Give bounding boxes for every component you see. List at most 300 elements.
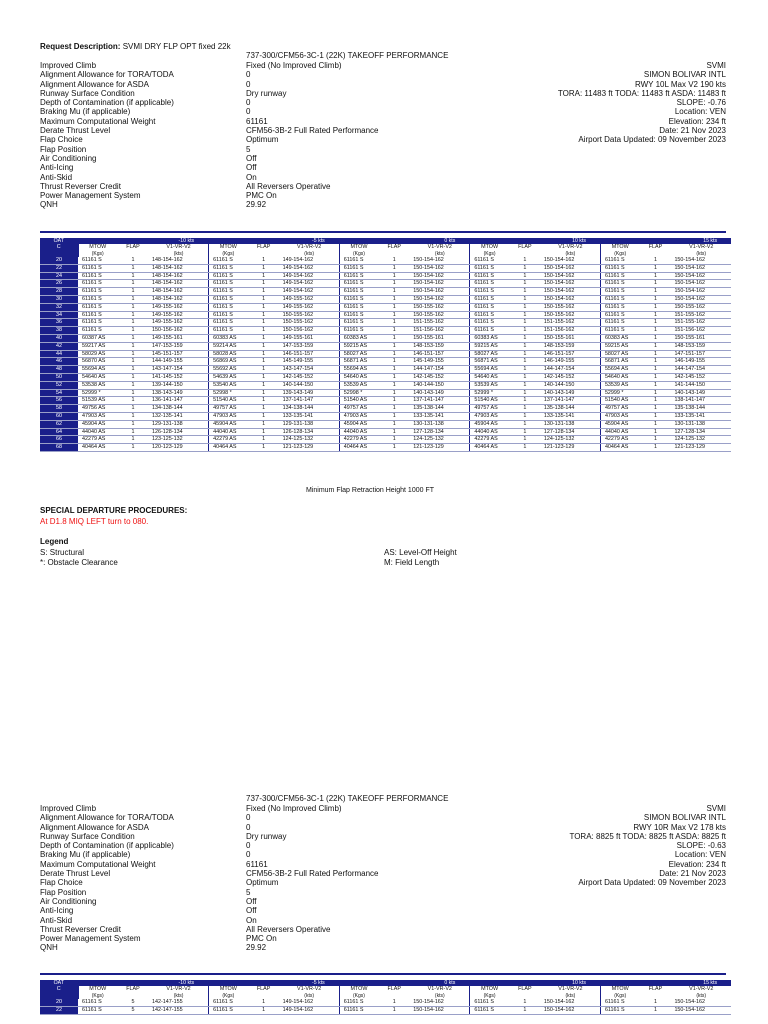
section2-airport-info bbox=[569, 804, 726, 888]
param-row bbox=[40, 897, 379, 906]
mtow-unit-header: (Kgs) bbox=[600, 251, 639, 257]
speeds-cell: 133-135-141 bbox=[671, 412, 731, 420]
mtow-cell: 54639 AS bbox=[209, 373, 248, 381]
param-label: Flap Choice bbox=[40, 878, 83, 888]
speeds-unit-header: (kts) bbox=[696, 993, 707, 999]
mtow-cell: 61161 S bbox=[470, 257, 509, 264]
section2-performance-table bbox=[40, 980, 731, 1015]
mtow-cell: 40464 AS bbox=[470, 444, 509, 452]
mtow-cell: 61161 S bbox=[470, 288, 509, 296]
speeds-cell: 120-123-129 bbox=[149, 444, 209, 452]
speeds-cell: 124-125-132 bbox=[410, 436, 470, 444]
mtow-header: MTOW bbox=[600, 244, 639, 251]
mtow-unit-header: (Kgs) bbox=[91, 251, 104, 257]
speeds-cell: 127-128-134 bbox=[410, 428, 470, 436]
mtow-cell: 49757 AS bbox=[470, 405, 509, 413]
oat-cell: 42 bbox=[40, 342, 78, 350]
speeds-cell: 150-154-162 bbox=[410, 257, 470, 264]
flap-cell: 1 bbox=[639, 373, 671, 381]
speeds-cell: 149-154-162 bbox=[280, 999, 340, 1006]
wind-group-header: -5 kts bbox=[209, 980, 340, 986]
speeds-cell: 151-156-162 bbox=[410, 327, 470, 335]
flap-cell: 1 bbox=[248, 280, 280, 288]
flap-cell: 1 bbox=[639, 257, 671, 264]
mtow-cell: 61161 S bbox=[470, 327, 509, 335]
speeds-cell: 127-128-134 bbox=[671, 428, 731, 436]
speeds-cell: 143-147-154 bbox=[280, 366, 340, 374]
speeds-cell: 135-138-144 bbox=[410, 405, 470, 413]
speeds-cell: 133-135-141 bbox=[280, 412, 340, 420]
speeds-cell: 150-155-161 bbox=[541, 334, 601, 342]
mtow-cell: 61161 S bbox=[600, 272, 639, 280]
mtow-cell: 59217 AS bbox=[78, 342, 117, 350]
flap-cell: 1 bbox=[248, 373, 280, 381]
table-row bbox=[40, 272, 731, 280]
oat-cell: 24 bbox=[40, 272, 78, 280]
param-value: 29.92 bbox=[246, 200, 267, 210]
param-value: 0 bbox=[246, 813, 251, 823]
speeds-header: V1-VR-V2 bbox=[689, 244, 714, 250]
mtow-cell: 61161 S bbox=[600, 999, 639, 1006]
mtow-cell: 42279 AS bbox=[339, 436, 378, 444]
speeds-cell: 150-156-162 bbox=[280, 327, 340, 335]
speeds-cell: 151-156-162 bbox=[671, 327, 731, 335]
speeds-cell: 149-155-162 bbox=[149, 303, 209, 311]
mtow-header: MTOW bbox=[209, 244, 248, 251]
mtow-cell: 60383 AS bbox=[600, 334, 639, 342]
table-row bbox=[40, 319, 731, 327]
mtow-cell: 61161 S bbox=[209, 311, 248, 319]
speeds-cell: 150-154-162 bbox=[541, 264, 601, 272]
param-row bbox=[40, 182, 379, 191]
mtow-cell: 42279 AS bbox=[209, 436, 248, 444]
mtow-header: MTOW bbox=[339, 986, 378, 993]
oat-cell: 30 bbox=[40, 295, 78, 303]
speeds-cell: 150-155-162 bbox=[671, 303, 731, 311]
param-row bbox=[40, 860, 379, 869]
speeds-cell: 149-154-162 bbox=[280, 272, 340, 280]
param-row bbox=[40, 925, 379, 934]
oat-cell: 20 bbox=[40, 257, 78, 264]
mtow-cell: 52999 * bbox=[600, 389, 639, 397]
param-value: 0 bbox=[246, 841, 251, 851]
mtow-cell: 61161 S bbox=[78, 327, 117, 335]
flap-cell: 1 bbox=[639, 1006, 671, 1014]
airport-info-line: SIMON BOLIVAR INTL bbox=[643, 813, 726, 823]
oat-cell: 36 bbox=[40, 319, 78, 327]
table-row bbox=[40, 295, 731, 303]
flap-cell: 1 bbox=[378, 303, 410, 311]
speeds-unit-header: (kts) bbox=[304, 251, 315, 257]
airport-info-line: SVMI bbox=[706, 61, 726, 70]
mtow-cell: 52999 * bbox=[78, 389, 117, 397]
mtow-cell: 60383 AS bbox=[339, 334, 378, 342]
flap-cell: 1 bbox=[117, 373, 149, 381]
mtow-cell: 61161 S bbox=[78, 311, 117, 319]
speeds-cell: 148-154-162 bbox=[149, 272, 209, 280]
mtow-cell: 58027 AS bbox=[339, 350, 378, 358]
speeds-header: V1-VR-V2 bbox=[166, 244, 191, 250]
mtow-cell: 61161 S bbox=[339, 303, 378, 311]
flap-cell: 1 bbox=[639, 280, 671, 288]
flap-cell: 1 bbox=[117, 319, 149, 327]
mtow-cell: 61161 S bbox=[470, 311, 509, 319]
mtow-cell: 61161 S bbox=[78, 272, 117, 280]
flap-cell: 1 bbox=[117, 350, 149, 358]
speeds-cell: 146-151-157 bbox=[541, 350, 601, 358]
mtow-cell: 59215 AS bbox=[339, 342, 378, 350]
flap-cell: 1 bbox=[117, 381, 149, 389]
oat-cell: 20 bbox=[40, 999, 78, 1006]
flap-cell: 1 bbox=[509, 295, 541, 303]
table-row bbox=[40, 257, 731, 264]
mtow-cell: 61161 S bbox=[339, 272, 378, 280]
flap-cell: 1 bbox=[509, 436, 541, 444]
speeds-cell: 150-154-162 bbox=[410, 288, 470, 296]
speeds-header: V1-VR-V2 bbox=[427, 986, 452, 992]
airport-info-line: SLOPE: -0.76 bbox=[676, 98, 726, 108]
oat-unit-header: C bbox=[40, 244, 78, 251]
mtow-cell: 61161 S bbox=[470, 272, 509, 280]
flap-header: FLAP bbox=[387, 244, 401, 250]
oat-header: OAT bbox=[40, 980, 78, 986]
mtow-cell: 53538 AS bbox=[78, 381, 117, 389]
param-row bbox=[40, 823, 379, 832]
mtow-cell: 61161 S bbox=[209, 295, 248, 303]
flap-cell: 1 bbox=[378, 397, 410, 405]
speeds-cell: 148-153-159 bbox=[541, 342, 601, 350]
param-row bbox=[40, 61, 379, 70]
speeds-cell: 145-151-157 bbox=[149, 350, 209, 358]
flap-cell: 1 bbox=[639, 272, 671, 280]
flap-cell: 1 bbox=[117, 405, 149, 413]
flap-cell: 1 bbox=[378, 350, 410, 358]
mtow-cell: 61161 S bbox=[209, 264, 248, 272]
mtow-cell: 61161 S bbox=[339, 280, 378, 288]
flap-cell: 1 bbox=[639, 264, 671, 272]
speeds-cell: 140-143-149 bbox=[410, 389, 470, 397]
speeds-cell: 147-151-157 bbox=[671, 350, 731, 358]
mtow-cell: 47903 AS bbox=[339, 412, 378, 420]
speeds-unit-header: (kts) bbox=[304, 993, 315, 999]
speeds-cell: 150-155-162 bbox=[410, 303, 470, 311]
oat-unit-header: C bbox=[40, 986, 78, 993]
speeds-cell: 140-144-150 bbox=[410, 381, 470, 389]
speeds-cell: 151-155-162 bbox=[541, 319, 601, 327]
flap-cell: 1 bbox=[378, 436, 410, 444]
flap-cell: 1 bbox=[378, 444, 410, 452]
mtow-cell: 44040 AS bbox=[339, 428, 378, 436]
oat-header: OAT bbox=[40, 238, 78, 244]
speeds-cell: 146-151-157 bbox=[280, 350, 340, 358]
mtow-cell: 61161 S bbox=[209, 280, 248, 288]
flap-cell: 1 bbox=[639, 334, 671, 342]
param-label: Depth of Contamination (if applicable) bbox=[40, 98, 174, 108]
flap-cell: 1 bbox=[509, 342, 541, 350]
flap-cell: 1 bbox=[248, 436, 280, 444]
flap-cell: 1 bbox=[639, 303, 671, 311]
param-value: All Reversers Operative bbox=[246, 924, 331, 934]
param-label: Power Management System bbox=[40, 934, 141, 944]
speeds-cell: 140-144-150 bbox=[541, 381, 601, 389]
mtow-cell: 61161 S bbox=[470, 303, 509, 311]
speeds-cell: 145-149-155 bbox=[280, 358, 340, 366]
table-row bbox=[40, 350, 731, 358]
flap-cell: 1 bbox=[378, 295, 410, 303]
param-label: Improved Climb bbox=[40, 61, 97, 70]
flap-cell: 1 bbox=[117, 389, 149, 397]
flap-cell: 1 bbox=[378, 327, 410, 335]
mtow-cell: 61161 S bbox=[470, 280, 509, 288]
param-row bbox=[40, 943, 379, 952]
airport-info-line: Date: 21 Nov 2023 bbox=[659, 126, 726, 136]
flap-cell: 1 bbox=[509, 288, 541, 296]
param-row bbox=[40, 154, 379, 163]
speeds-cell: 150-154-162 bbox=[671, 1006, 731, 1014]
param-value: 61161 bbox=[246, 116, 268, 126]
flap-cell: 1 bbox=[117, 264, 149, 272]
speeds-cell: 140-143-149 bbox=[671, 389, 731, 397]
oat-cell: 62 bbox=[40, 420, 78, 428]
mtow-cell: 59214 AS bbox=[209, 342, 248, 350]
param-label: Anti-Icing bbox=[40, 163, 74, 173]
param-row bbox=[40, 89, 379, 98]
mtow-cell: 61161 S bbox=[78, 257, 117, 264]
param-row bbox=[40, 191, 379, 200]
speeds-header: V1-VR-V2 bbox=[558, 986, 583, 992]
speeds-cell: 135-138-144 bbox=[671, 405, 731, 413]
mtow-header: MTOW bbox=[470, 244, 509, 251]
speeds-unit-header: (kts) bbox=[434, 993, 445, 999]
mtow-cell: 49757 AS bbox=[209, 405, 248, 413]
speeds-cell: 141-144-150 bbox=[671, 381, 731, 389]
flap-cell: 1 bbox=[509, 366, 541, 374]
flap-cell: 1 bbox=[378, 334, 410, 342]
speeds-cell: 140-144-150 bbox=[280, 381, 340, 389]
mtow-cell: 61161 S bbox=[339, 311, 378, 319]
flap-cell: 1 bbox=[378, 319, 410, 327]
flap-cell: 1 bbox=[639, 397, 671, 405]
flap-cell: 1 bbox=[378, 373, 410, 381]
flap-cell: 1 bbox=[509, 319, 541, 327]
mtow-cell: 58029 AS bbox=[78, 350, 117, 358]
mtow-cell: 54640 AS bbox=[78, 373, 117, 381]
speeds-cell: 151-155-162 bbox=[671, 311, 731, 319]
mtow-cell: 55694 AS bbox=[339, 366, 378, 374]
param-row bbox=[40, 813, 379, 822]
param-row bbox=[40, 163, 379, 172]
flap-cell: 1 bbox=[117, 257, 149, 264]
speeds-cell: 124-125-132 bbox=[671, 436, 731, 444]
speeds-header: V1-VR-V2 bbox=[689, 986, 714, 992]
section1-header-rule bbox=[40, 231, 726, 233]
speeds-cell: 149-155-161 bbox=[280, 334, 340, 342]
speeds-cell: 123-125-132 bbox=[149, 436, 209, 444]
section2-header-rule bbox=[40, 973, 726, 975]
speeds-cell: 148-154-162 bbox=[149, 288, 209, 296]
mtow-cell: 61161 S bbox=[339, 295, 378, 303]
speeds-cell: 149-154-162 bbox=[280, 257, 340, 264]
speeds-cell: 134-138-144 bbox=[280, 405, 340, 413]
param-label: Air Conditioning bbox=[40, 896, 97, 906]
speeds-unit-header: (kts) bbox=[696, 251, 707, 257]
mtow-cell: 45904 AS bbox=[339, 420, 378, 428]
speeds-cell: 145-149-155 bbox=[410, 358, 470, 366]
speeds-header: V1-VR-V2 bbox=[166, 986, 191, 992]
mtow-cell: 45904 AS bbox=[600, 420, 639, 428]
flap-cell: 1 bbox=[639, 381, 671, 389]
param-label: Braking Mu (if applicable) bbox=[40, 107, 131, 117]
flap-cell: 1 bbox=[248, 264, 280, 272]
oat-cell: 60 bbox=[40, 412, 78, 420]
table-row bbox=[40, 334, 731, 342]
speeds-cell: 124-125-132 bbox=[280, 436, 340, 444]
speeds-cell: 150-154-162 bbox=[541, 288, 601, 296]
speeds-cell: 150-154-162 bbox=[541, 999, 601, 1006]
param-value: Off bbox=[246, 896, 257, 906]
mtow-cell: 58027 AS bbox=[600, 350, 639, 358]
flap-cell: 1 bbox=[248, 303, 280, 311]
mtow-cell: 40464 AS bbox=[78, 444, 117, 452]
speeds-cell: 142-147-155 bbox=[149, 1006, 209, 1014]
section1-flap-retraction-note: Minimum Flap Retraction Height 1000 FT bbox=[306, 487, 434, 494]
flap-cell: 1 bbox=[509, 1006, 541, 1014]
param-label: Runway Surface Condition bbox=[40, 88, 135, 98]
mtow-cell: 52998 * bbox=[339, 389, 378, 397]
flap-cell: 1 bbox=[248, 397, 280, 405]
mtow-cell: 61161 S bbox=[470, 319, 509, 327]
speeds-cell: 150-154-162 bbox=[671, 288, 731, 296]
flap-cell: 1 bbox=[639, 295, 671, 303]
flap-cell: 1 bbox=[509, 264, 541, 272]
speeds-cell: 130-131-138 bbox=[671, 420, 731, 428]
param-row bbox=[40, 126, 379, 135]
mtow-cell: 47903 AS bbox=[470, 412, 509, 420]
flap-cell: 1 bbox=[509, 428, 541, 436]
mtow-cell: 54640 AS bbox=[470, 373, 509, 381]
flap-header: FLAP bbox=[648, 244, 663, 250]
speeds-cell: 149-154-162 bbox=[280, 288, 340, 296]
mtow-cell: 45904 AS bbox=[78, 420, 117, 428]
mtow-unit-header: (Kgs) bbox=[339, 993, 378, 999]
table-row bbox=[40, 405, 731, 413]
mtow-cell: 61161 S bbox=[339, 327, 378, 335]
speeds-cell: 121-123-129 bbox=[541, 444, 601, 452]
speeds-cell: 150-154-162 bbox=[671, 280, 731, 288]
flap-header: FLAP bbox=[387, 986, 401, 992]
speeds-cell: 146-149-155 bbox=[671, 358, 731, 366]
airport-info-line: SLOPE: -0.63 bbox=[676, 841, 726, 851]
flap-cell: 1 bbox=[639, 412, 671, 420]
oat-cell: 22 bbox=[40, 264, 78, 272]
speeds-cell: 142-147-155 bbox=[149, 999, 209, 1006]
flap-cell: 1 bbox=[117, 342, 149, 350]
param-label: Alignment Allowance for ASDA bbox=[40, 79, 149, 89]
oat-cell: 28 bbox=[40, 288, 78, 296]
table-row bbox=[40, 436, 731, 444]
speeds-cell: 151-156-162 bbox=[541, 327, 601, 335]
speeds-cell: 142-145-152 bbox=[410, 373, 470, 381]
mtow-cell: 61161 S bbox=[209, 999, 248, 1006]
speeds-cell: 150-155-161 bbox=[671, 334, 731, 342]
speeds-cell: 150-154-162 bbox=[541, 1006, 601, 1014]
legend-obstacle: *: Obstacle Clearance bbox=[40, 558, 118, 567]
flap-cell: 1 bbox=[509, 420, 541, 428]
flap-cell: 1 bbox=[509, 373, 541, 381]
param-row bbox=[40, 878, 379, 887]
param-row bbox=[40, 804, 379, 813]
mtow-cell: 61161 S bbox=[600, 1006, 639, 1014]
flap-cell: 1 bbox=[248, 295, 280, 303]
speeds-cell: 150-154-162 bbox=[671, 257, 731, 264]
mtow-cell: 61161 S bbox=[339, 1006, 378, 1014]
wind-group-header: -10 kts bbox=[78, 238, 209, 244]
flap-cell: 1 bbox=[509, 999, 541, 1006]
mtow-cell: 42279 AS bbox=[600, 436, 639, 444]
mtow-cell: 61161 S bbox=[78, 1006, 117, 1014]
speeds-cell: 144-149-155 bbox=[149, 358, 209, 366]
speeds-cell: 150-155-162 bbox=[280, 311, 340, 319]
table-row bbox=[40, 342, 731, 350]
oat-cell: 50 bbox=[40, 373, 78, 381]
speeds-header: V1-VR-V2 bbox=[427, 244, 452, 250]
flap-cell: 1 bbox=[378, 272, 410, 280]
flap-cell: 1 bbox=[509, 327, 541, 335]
param-value: On bbox=[246, 915, 257, 925]
param-value: 0 bbox=[246, 850, 251, 860]
mtow-cell: 56871 AS bbox=[600, 358, 639, 366]
speeds-cell: 150-154-162 bbox=[671, 264, 731, 272]
speeds-cell: 150-154-162 bbox=[671, 272, 731, 280]
mtow-cell: 61161 S bbox=[339, 264, 378, 272]
flap-cell: 1 bbox=[248, 311, 280, 319]
flap-cell: 1 bbox=[378, 366, 410, 374]
mtow-cell: 61161 S bbox=[209, 257, 248, 264]
param-label: Anti-Icing bbox=[40, 906, 74, 916]
param-label: QNH bbox=[40, 943, 58, 953]
speeds-cell: 150-156-162 bbox=[149, 327, 209, 335]
mtow-unit-header: (Kgs) bbox=[209, 993, 248, 999]
table-row bbox=[40, 1006, 731, 1014]
param-label: Power Management System bbox=[40, 191, 141, 201]
flap-cell: 1 bbox=[117, 444, 149, 452]
flap-cell: 1 bbox=[248, 1006, 280, 1014]
speeds-cell: 146-151-157 bbox=[410, 350, 470, 358]
flap-cell: 1 bbox=[509, 257, 541, 264]
flap-cell: 1 bbox=[248, 444, 280, 452]
flap-cell: 1 bbox=[509, 303, 541, 311]
param-label: Depth of Contamination (if applicable) bbox=[40, 841, 174, 851]
param-value: PMC On bbox=[246, 934, 277, 944]
param-label: Flap Choice bbox=[40, 135, 83, 145]
speeds-unit-header: (kts) bbox=[173, 251, 184, 257]
flap-cell: 1 bbox=[378, 280, 410, 288]
param-value: Off bbox=[246, 153, 257, 163]
param-row bbox=[40, 117, 379, 126]
mtow-cell: 56869 AS bbox=[209, 358, 248, 366]
table-row bbox=[40, 428, 731, 436]
flap-cell: 1 bbox=[639, 405, 671, 413]
mtow-cell: 47903 AS bbox=[209, 412, 248, 420]
mtow-cell: 55694 AS bbox=[470, 366, 509, 374]
flap-cell: 1 bbox=[117, 436, 149, 444]
mtow-cell: 61161 S bbox=[600, 288, 639, 296]
mtow-cell: 61161 S bbox=[600, 257, 639, 264]
table-row bbox=[40, 373, 731, 381]
param-value: 5 bbox=[246, 144, 251, 154]
param-value: 61161 bbox=[246, 859, 268, 869]
oat-cell: 22 bbox=[40, 1006, 78, 1014]
